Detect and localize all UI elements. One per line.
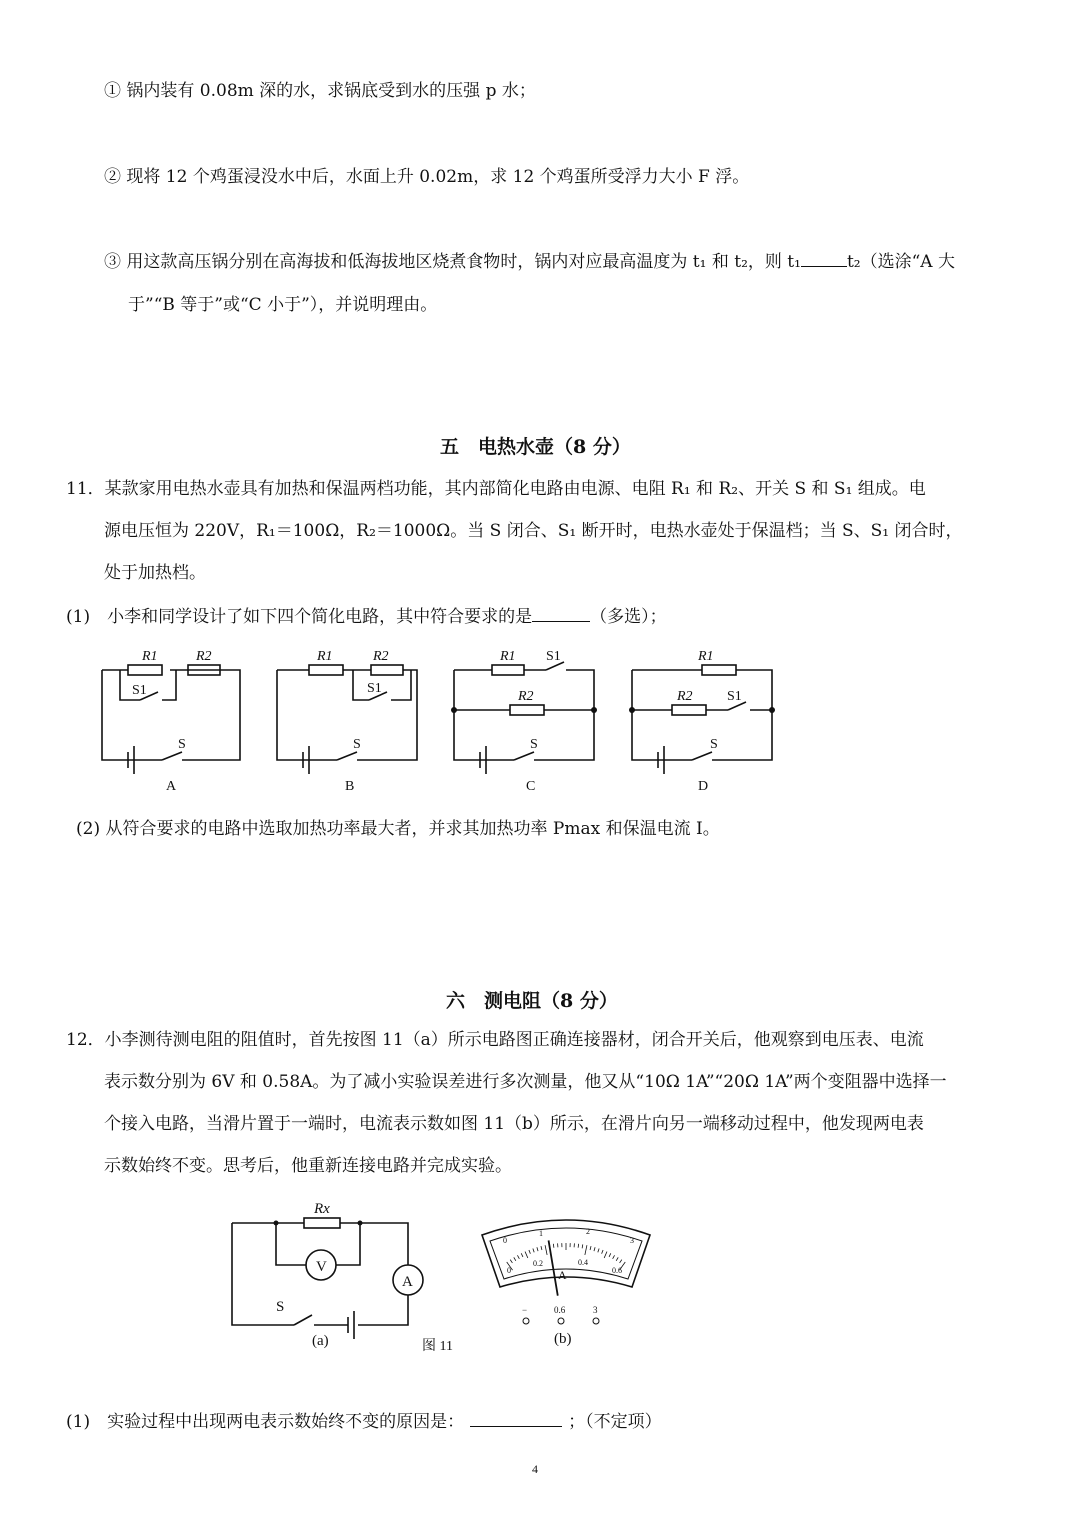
q12-line4: 示数始终不变。思考后，他重新连接电路并完成实验。 [104, 1156, 512, 1176]
scale-bottom-2: 0.4 [578, 1258, 588, 1267]
q12-sub1 [66, 1411, 662, 1433]
label-r2-d: R2 [677, 689, 693, 704]
label-r2-b: R2 [373, 649, 389, 664]
terminal-neg: − [522, 1305, 528, 1315]
circuit-label-a: A [166, 779, 177, 794]
label-rx: Rx [314, 1201, 330, 1217]
page-number: 4 [532, 1462, 538, 1476]
q11-sub1-suffix: （多选）； [590, 607, 667, 627]
meter-unit: A [558, 1268, 567, 1282]
label-s-a: S [178, 737, 186, 752]
label-s-b: S [353, 737, 361, 752]
circuit-label-b: B [345, 779, 355, 794]
label-ammeter: A [402, 1274, 413, 1290]
terminal-0-6: 0.6 [554, 1305, 566, 1315]
q10-part3-line2: 于”“B 等于”或“C 小于”），并说明理由。 [128, 295, 438, 315]
answer-blank [470, 1412, 562, 1427]
answer-blank [801, 252, 847, 267]
label-r2-a: R2 [196, 649, 212, 664]
q12-sub1-suffix: ；（不定项） [568, 1412, 662, 1432]
q12-sub1-text: (1) 实验过程中出现两电表示数始终不变的原因是： [66, 1412, 465, 1432]
section6-heading: 六 测电阻（8 分） [446, 990, 618, 1012]
resistor-rx [304, 1218, 340, 1228]
label-s-d: S [710, 737, 718, 752]
scale-bottom-0: 0 [507, 1266, 511, 1275]
terminal-3: 3 [593, 1305, 598, 1315]
label-r2-c: R2 [518, 689, 534, 704]
answer-blank [532, 607, 590, 622]
q12-line2: 表示数分别为 6V 和 0.58A。为了减小实验误差进行多次测量，他又从“10Ω 1A”“20Ω 1A”两个变阻器中选择一 [104, 1072, 947, 1092]
circuit-diagrams [90, 640, 810, 800]
label-r1-b: R1 [317, 649, 333, 664]
scale-top-2: 2 [586, 1227, 590, 1236]
scale-top-3: 3 [630, 1236, 634, 1245]
q12-line3: 个接入电路，当滑片置于一端时，电流表示数如图 11（b）所示，在滑片向另一端移动过程中，他发现两电表 [104, 1114, 924, 1134]
section5-heading: 五 电热水壶（8 分） [440, 436, 631, 458]
label-s1-c: S1 [546, 649, 561, 664]
figure-11 [220, 1195, 660, 1365]
label-r1-a: R1 [142, 649, 158, 664]
q10-part2: ② 现将 12 个鸡蛋浸没水中后，水面上升 0.02m，求 12 个鸡蛋所受浮力大小 F 浮。 [104, 167, 750, 187]
q10-part3-line1 [104, 251, 955, 273]
scale-bottom-3: 0.6 [612, 1266, 622, 1275]
label-fig-a: (a) [312, 1333, 329, 1349]
circuit-a [232, 1218, 423, 1339]
label-switch: S [276, 1299, 285, 1315]
battery-icon [348, 1311, 354, 1339]
figure-caption: 图 11 [422, 1339, 453, 1354]
label-s1-b: S1 [367, 681, 382, 696]
circuit-label-c: C [526, 779, 536, 794]
label-s-c: S [530, 737, 538, 752]
q11-sub1 [66, 606, 667, 628]
label-s1-d: S1 [727, 689, 742, 704]
label-r1-d: R1 [698, 649, 714, 664]
q12-line1: 12．小李测待测电阻的阻值时，首先按图 11（a）所示电路图正确连接器材，闭合开关后，他观察到电压表、电流 [66, 1030, 924, 1050]
q11-line3: 处于加热档。 [104, 563, 206, 583]
switch-icon [294, 1315, 312, 1325]
label-voltmeter: V [316, 1259, 327, 1275]
scale-top-0: 0 [503, 1236, 507, 1245]
label-fig-b: (b) [554, 1331, 572, 1347]
ammeter-dial [482, 1220, 650, 1324]
q10-part1: ① 锅内装有 0.08m 深的水，求锅底受到水的压强 p 水； [104, 81, 536, 101]
q11-sub2: (2) 从符合要求的电路中选取加热功率最大者，并求其加热功率 Pmax 和保温电流 I。 [76, 819, 720, 839]
label-r1-c: R1 [500, 649, 516, 664]
q11-line1: 11．某款家用电热水壶具有加热和保温两档功能，其内部简化电路由电源、电阻 R₁ 和 R₂、开关 S 和 S₁ 组成。电 [66, 479, 926, 499]
scale-bottom-1: 0.2 [533, 1259, 543, 1268]
q11-line2: 源电压恒为 220V，R₁＝100Ω，R₂＝1000Ω。当 S 闭合、S₁ 断开时，电热水壶处于保温档；当 S、S₁ 闭合时， [104, 521, 963, 541]
circuit-label-d: D [698, 779, 709, 794]
scale-top-1: 1 [539, 1229, 543, 1238]
q10-part3-text-b: t₂（选涂“A 大 [846, 252, 955, 272]
label-s1-a: S1 [132, 683, 147, 698]
q10-part3-text-a: ③ 用这款高压锅分别在高海拔和低海拔地区烧煮食物时，锅内对应最高温度为 t₁ 和 t₂，则 t₁ [104, 252, 801, 272]
q11-sub1-text: (1) 小李和同学设计了如下四个简化电路，其中符合要求的是 [66, 607, 533, 627]
